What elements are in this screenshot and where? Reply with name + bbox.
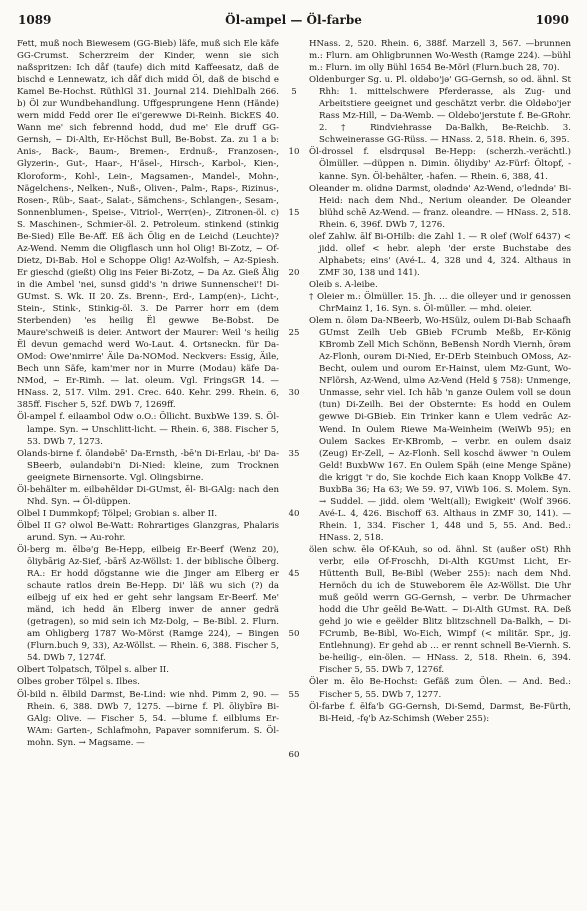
line-number: 20 <box>288 267 300 278</box>
entry-continuation: Fett, muß noch Biewesem (GG-Bieb) läfe, muß sich Ele käfe GG-Crumst. Scherzreim der Kinder, wenn sie sich naßspritzen: Ich dåf (taufe) dich mitd Kaffeesatz, daß de bischd e Lennewatz, ich dåf dich midd Öl, daß de bischd e Kamel Be-Hochst. RüthlGl 31. Journal 214. DiehlDalh 266. b) Öl zur Wundbehandlung. Uffgesprungene Henn (Hände) wern midd Fedd orer Ile ei'gerewwe Di-Reinh. BickES 40. Wann me' sich febrennd hodd, dud me' Ele druff GG-Gernsh, ~ Di-Alth, Er-Höchst Bull, Be-Bobst. Za. zu 1 a b: Anis-, Back-, Baum-, Bremen-, Erdnuß-, Franzosen-, Glyzerin-, Gut-, Haar-, H'äsel-, Hirsch-, Karbol-, Kien-, Kloroform-, Kohl-, Lein-, Magsamen-, Mandel-, Mohn-, Nägelchens-, Nelken-, Nuß-, Oliven-, Palm-, Raps-, Rizinus-, Rosen-, Rüb-, Saat-, Salat-, Sämchens-, Schlangen-, Sesam-, Sonnenblumen-, Speise-, Vitriol-, Werr(en)-, Zitronen-öl. c) S. Maschinen-, Schmier-öl. 2. Petroleum. stinkend (stinkig Be-Sied) Elle Be-Aff. Eß äch Ölig en de Leichd (Leuchte)? Az-Wend. Nemm die Oligflasch unn hol Olig! Bi-Zotz, ~ Of-Dietz, Di-Bab. Hol e Schoppe Olig! Az-Wolfsh, ~ Az-Spiesh. Er gieschd (gießt) Olig ins Feier Bi-Zotz, ~ Da Az. Gieß Ålig in die Ambel 'nei, sunsd gidd's 'n driwe Sunnenschei'! Di-GUmst. S. Wk. II 20. Zs. Brenn-, Erd-, Lamp(en)-, Licht-, Stein-, Stink-, Stinkig-öl. 3. De Parrer horr em (dem Sterbenden) 'es heilig Ël gewwe Be-Bobst. De Maure'schweiß is deier. Antwort der Maurer: Weil 's heilig Ël devun gemachd werd Wo-Laut. 4. Ortsneckn. für Da-OMod: Owe'nmirre' Äile Da-NOMod. Neckvers: Essig, Äile, Bech unn Säfe, kam'mer nor in Murre (Modau) käfe Da-NMod, ~ Er-Rimh. — lat. oleum. Vgl. FringsGR 14. — HNass. 2, 517. Vilm. 291. Crec. 640. Kehr. 299. Rhein. 6, 385ff. Fischer 5, 52f. DWb 7, 1269ff. <box>17 39 279 411</box>
running-header <box>18 13 569 31</box>
right-column <box>309 38 571 725</box>
entry-continuation: HNass. 2, 520. Rhein. 6, 388f. Marzell 3, 567. —brunnen m.: Flurn. am Ohligbrunnen Wo-Westh (Ramge 224). —bühl m.: Flurn. im olly Bühl 1654 Be-Mörl (Flurn.buch 28, 70). <box>309 39 571 74</box>
dictionary-entry: Olem n. ōləm Da-NBeerb, Wo-HSülz, oulem Di-Bab Schaafh GUmst Zeilh Ueb GBieb FCrumb Meßb, Er-König KBromb Zell Mich Schönn, BeBensh Nordh Viernh, ōrəm Az-Flonh, ourəm Di-Nied, Er-DErb Steinbuch OMoss, Az-Becht, oulem und ourom Er-Hainst, ulem Mz-Gunt, Wo-NFlörsh, Az-Wend, ulmə Az-Vend (Held § 758): Unmenge, Unmasse, sehr viel. Ich hāb 'n ganze Oulem voll se doun (tun) Di-Zeilh. Bei der Obsternte: Es hodd en Oulem gewwe Di-GBieb. Ein Trinker kann e Ulem vedrāc Az-Wend. In Oulem Riewe Ma-Weinheim (WeiWb 95); en Oulem Sackes Er-KBromb, ~ verbr. en oulem dsaiz (Zeug) Er-Zell, ~ Az-Flonh. Sell koschd äwwer 'n Oulem Geld! BuxbWw 167. En Oulem Späh (eine Menge Späne) die kriggt 'r do, Sie kochde Eich kaan Knopp VolkBe 47. BuxbBa 36; Ha 63; We 59. 97, ViWb 106. S. Molem. Syn. → Suddel. — jidd. olem 'Welt(all); Ewigkeit' (Wolf 3966. Avé-L. 4, 426. Bischoff 63. Althaus in ZMF 30, 141). — Rhein. 1, 334. Fischer 1, 448 und 5, 55. And. Bed.: HNass. 2, 518. <box>309 316 571 543</box>
page-number-left: 1089 <box>18 13 52 27</box>
dictionary-entry: Oldenburger Sg. u. Pl. oldəbo'jə' GG-Gernsh, so od. ähnl. St Rhh: 1. mittelschwere Pferderasse, als Zug- und Arbeitstiere geeignet und geschätzt verbr. die Oldəbo'jer Rass Mz-Hill, ~ Da-Wemb. — Oldebo'jerstute f. Be-GRohr. 2. † Rindviehrasse Da-Balkh, Be-Reichb. 3. Schweinerasse GG-Rüss. — HNass. 2, 518. Rhein. 6, 395. <box>309 75 571 146</box>
dictionary-entry: Öl-bild n. ēlbild Darmst, Be-Lind: wie nhd. Pimm 2, 90. — Rhein. 6, 388. DWb 7, 1275. —birne f. Pl. ōliybīrə Bi-GAlg: Olive. — Fischer 5, 54. —blume f. eilblums Er-WAm: Garten-, Schlafmohn, Papaver somniferum. S. Öl-mohn. Syn. → Magsame. — <box>17 689 279 748</box>
line-number: 40 <box>288 508 300 519</box>
dictionary-entry: Oleib s. A-leibe. <box>309 279 378 290</box>
dictionary-entry: Olbert Tolpatsch, Tölpel s. alber II. <box>17 665 170 676</box>
line-number: 5 <box>291 87 297 98</box>
dictionary-entry: Olbes grober Tölpel s. Ilbes. <box>17 677 140 688</box>
dictionary-entry: Oleander m. olidnə Darmst, olədndə' Az-Wend, o'ledndə' Bi-Heid: nach dem Nhd., Nerium oleander. De Oleander blühd schē Az-Wend. — franz. oleandre. — HNass. 2, 518. Rhein. 6, 396f. DWb 7, 1276. <box>309 183 571 230</box>
line-number: 10 <box>288 147 300 158</box>
dictionary-entry: Öl-farbe f. ēlfa'b GG-Gernsh, Di-Semd, Darmst, Be-Fürth, Bi-Heid, -fę'b Az-Schimsh (Weber 255): <box>309 701 571 724</box>
dictionary-entry: Öl-drossel f. elsdrqusəl Be-Hepp: (scherzh.-verächtl.) Ölmüller. —düppen n. Dimin. ōliydiby' Az-Fürf: Öltopf, -kanne. Syn. Öl-behälter, -hafen. — Rhein. 6, 388, 41. <box>309 147 571 182</box>
dictionary-entry: Öl-behälter m. eilbəhēldər Di-GUmst, ēl- Bi-GAlg: nach den Nhd. Syn. → Öl-düppen. <box>17 484 279 507</box>
dictionary-entry: † Oleier m.: Ölmüller. 15. Jh. … die olleyer und ir genossen ChrMainz 1, 16. Syn. s. Öl-müller. — mhd. oleier. <box>309 291 571 315</box>
page-number-right: 1090 <box>535 13 569 27</box>
dictionary-entry: ölen schw. ēlə Of-KAuh, so od. ähnl. St (außer oSt) Rhh verbr, eilə Of-Froschh, Di-Alth KGUmst Licht, Er-Hüttenth Bull, Be-Bibl (Weber 255): nach dem Nhd. Hernöch du ich de Stuweborem ēle Az-Wöllst. Die Uhr muß geöld werrn GG-Gernsh, ~ verbr. De Uhrmacher hodd die Uhr geēld Be-Watt. ~ Di-Alth GUmst. RA. Deß gehd jo wie e geëlder Blitz blitzschnell Da-Balkh, ~ Di-FCrumb, Be-Bibl, Wo-Eich, Wimpf (< militär. Spr., jg. Entlehnung). Er gehd ab … er rennt schnell Be-Viernh. S. be-heilig-, ein-ölen. — HNass. 2, 518. Rhein. 6, 394. Fischer 5, 55. DWb 7, 1276f. <box>309 544 571 676</box>
line-number: 45 <box>288 569 300 580</box>
dictionary-entry: Öl-ampel f. eilaambol Odw o.O.: Öllicht. BuxbWe 139. S. Öl-lampe. Syn. → Unschlitt-licht. — Rhein. 6, 388. Fischer 5, 53. DWb 7, 1273. <box>17 412 279 447</box>
line-number: 35 <box>288 448 300 459</box>
line-number: 30 <box>288 388 300 399</box>
dictionary-entry: Olbel I Dummkopf; Tölpel; Grobian s. alber II. <box>17 508 218 519</box>
dictionary-entry: Öl-berg m. ēlbə'g Be-Hepp, eilbeig Er-Beerf (Wenz 20), ōliybārig Az-Sief, -bārš Az-Wöllst: 1. der biblische Ölberg. RA.: Er hodd dögstanne wie die Jinger am Elberg er schaute ratlos drein Be-Hepp. Di' läß wu sich (?) da eilbejg uf eix hed er geht sehr langsam Er-Beerf. Me' mänd, ich hedd än Elberg inwer de anner gedrä (getragen), so mid sein ich Mz-Dolg, ~ Be-Bibl. 2. Flurn. am Ohligberg 1787 Wo-Mörst (Ramge 224), ~ Bingen (Flurn.buch 9, 33), Az-Wöllst. — Rhein. 6, 388. Fischer 5, 54. DWb 7, 1274f. <box>17 544 279 664</box>
left-column <box>17 38 279 749</box>
dictionary-entry: Ölbel II G? olwol Be-Watt: Rohrartiges Glanzgras, Phalaris arund. Syn. → Au-rohr. <box>17 520 279 543</box>
dictionary-entry: Öler m. ēlo Be-Hochst: Gefäß zum Ölen. — And. Bed.: Fischer 5, 55. DWb 7, 1277. <box>309 677 571 700</box>
line-number: 50 <box>288 629 300 640</box>
line-number: 60 <box>288 749 300 760</box>
header-title: Öl-ampel — Öl-farbe <box>225 13 362 27</box>
line-number: 55 <box>288 689 300 700</box>
dictionary-entry: olef Zahlw. ālf Bi-OHilb: die Zahl 1. — R olef (Wolf 6437) < jidd. ollef < hebr. aleph 'der erste Buchstabe des Alphabets; eins' (Avé-L. 4, 328 und 4, 324. Althaus in ZMF 30, 138 und 141). <box>309 231 571 278</box>
line-number: 15 <box>288 207 300 218</box>
dictionary-entry: Olands-birne f. ōlandəbē' Da-Ernsth, -bē'n Di-Erlau, -bi' Da-SBeerb, əulandəbi'n Di-Nied: kleine, zum Trocknen geeignete Birnensorte. Vgl. Olingsbirne. <box>17 448 279 483</box>
line-number: 25 <box>288 328 300 339</box>
